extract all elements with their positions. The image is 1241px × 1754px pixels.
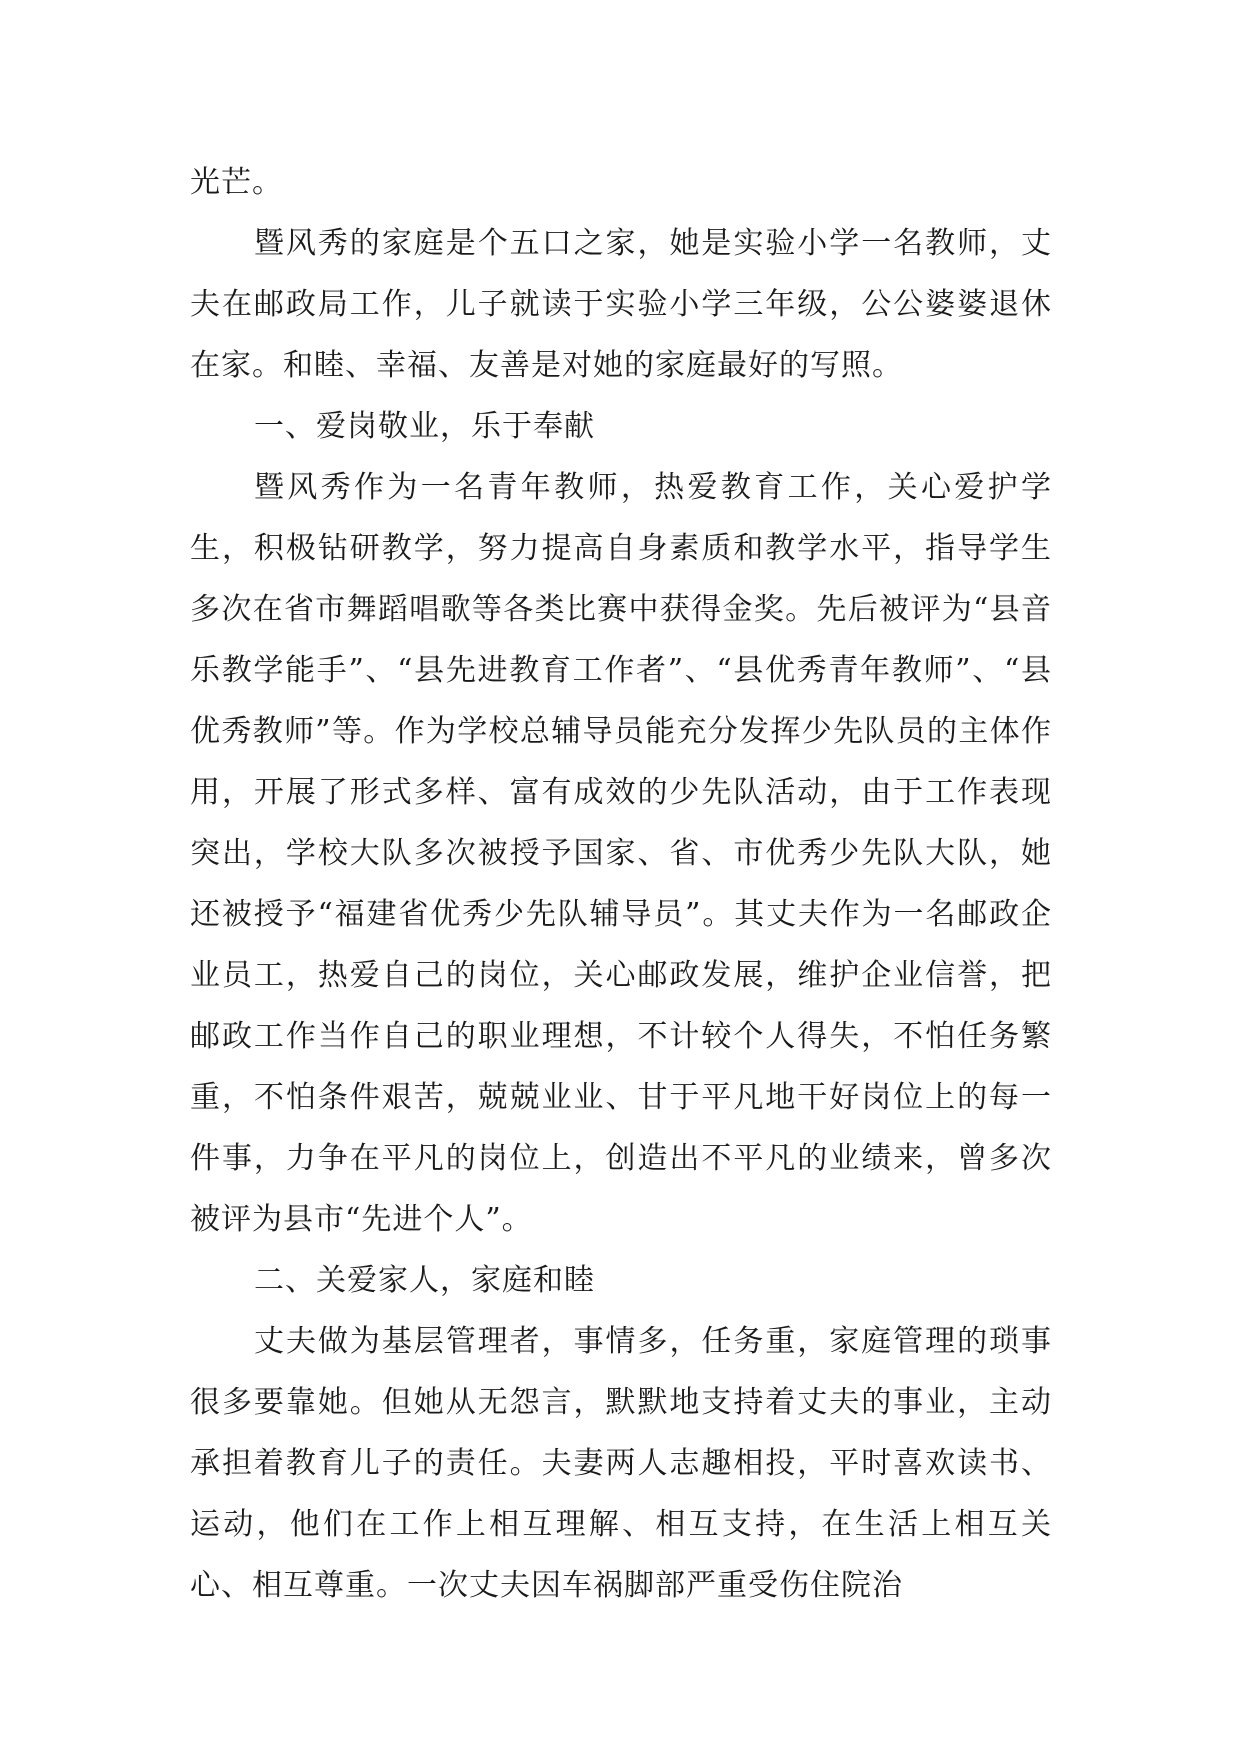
section-heading-1: 一、爱岗敬业，乐于奉献 [254,409,595,444]
paragraph-family-intro: 暨风秀的家庭是个五口之家，她是实验小学一名教师，丈夫在邮政局工作，儿子就读于实验小学三年级，公公婆婆退休在家。和睦、幸福、友善是对她的家庭最好的写照。 [190,226,1052,383]
paragraph-continuation: 光芒。 [190,165,283,200]
paragraph-dedication: 暨风秀作为一名青年教师，热爱教育工作，关心爱护学生，积极钻研教学，努力提高自身素质和教学水平，指导学生多次在省市舞蹈唱歌等各类比赛中获得金奖。先后被评为“县音乐教学能手”、“县先进教育工作者”、“县优秀青年教师”、“县优秀教师”等。作为学校总辅导员能充分发挥少先队员的主体作用，开展了形式多样、富有成效的少先队活动，由于工作表现突出，学校大队多次被授予国家、省、市优秀少先队大队，她还被授予“福建省优秀少先队辅导员”。其丈夫作为一名邮政企业员工，热爱自己的岗位，关心邮政发展，维护企业信誉，把邮政工作当作自己的职业理想，不计较个人得失，不怕任务繁重，不怕条件艰苦，兢兢业业、甘于平凡地干好岗位上的每一件事，力争在平凡的岗位上，创造出不平凡的业绩来，曾多次被评为县市“先进个人”。 [190,470,1052,1237]
document-body [190,152,1052,1616]
section-heading-2: 二、关爱家人，家庭和睦 [254,1263,595,1298]
paragraph-family-care: 丈夫做为基层管理者，事情多，任务重，家庭管理的琐事很多要靠她。但她从无怨言，默默地支持着丈夫的事业，主动承担着教育儿子的责任。夫妻两人志趣相投，平时喜欢读书、运动，他们在工作上相互理解、相互支持，在生活上相互关心、相互尊重。一次丈夫因车祸脚部严重受伤住院治 [190,1324,1052,1603]
